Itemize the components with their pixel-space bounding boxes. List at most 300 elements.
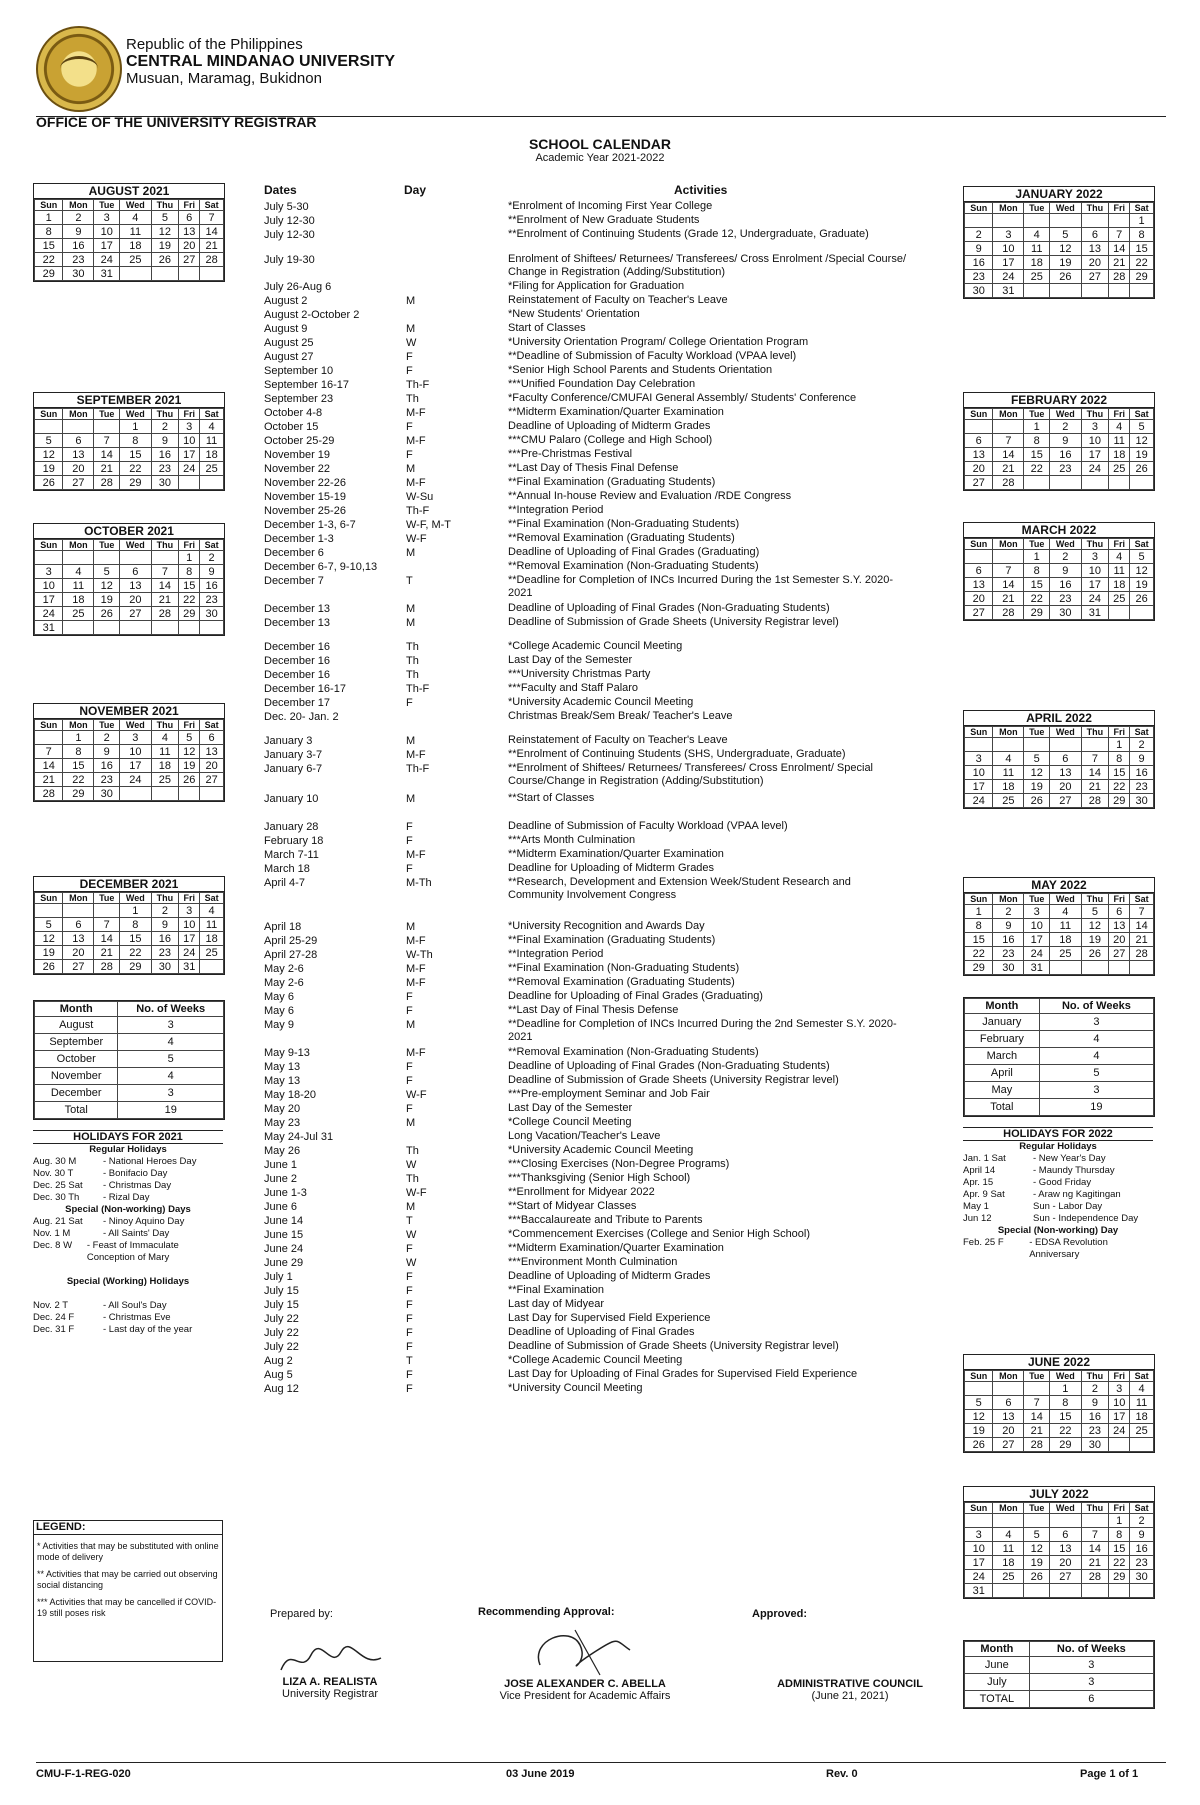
weekday-header: Sun <box>965 539 993 550</box>
calendar-day: 30 <box>1081 1438 1109 1452</box>
calendar-week <box>965 1528 1154 1542</box>
weeks-month: July <box>965 1674 1030 1691</box>
activity-row <box>264 476 904 490</box>
activity-day: M-F <box>406 749 426 761</box>
activity-day: W-F <box>406 533 427 545</box>
holiday-date: Dec. 25 Sat <box>33 1180 83 1191</box>
calendar-day: 22 <box>1109 780 1130 794</box>
calendar-day: 4 <box>1109 550 1130 564</box>
mini-calendar <box>963 877 1155 976</box>
calendar-day: 10 <box>1024 919 1050 933</box>
calendar-day: 17 <box>179 932 200 946</box>
activity-date: November 22 <box>264 463 331 475</box>
activity-date: May 13 <box>264 1075 301 1087</box>
calendar-day: 6 <box>1050 1528 1081 1542</box>
holiday-date: Dec. 24 F <box>33 1312 75 1323</box>
calendar-day: 28 <box>1024 1438 1050 1452</box>
weekday-header: Wed <box>120 409 151 420</box>
activity-row <box>264 876 904 901</box>
calendar-week <box>35 607 224 621</box>
weekday-header: Thu <box>151 200 179 211</box>
activity-description: **Enrollment for Midyear 2022 <box>508 1186 655 1198</box>
calendar-week <box>965 738 1154 752</box>
holiday-item <box>963 1213 1153 1225</box>
calendar-week <box>35 267 224 281</box>
activity-row <box>264 1354 904 1368</box>
activity-row <box>264 1368 904 1382</box>
activity-description: ***Pre-Christmas Festival <box>508 448 633 460</box>
weekday-header: Sun <box>35 540 63 551</box>
calendar-day: 25 <box>120 253 151 267</box>
calendar-day <box>1050 961 1081 975</box>
weeks-count: 4 <box>1039 1048 1153 1065</box>
weekday-header: Sun <box>965 894 993 905</box>
weeks-header-count: No. of Weeks <box>1029 1642 1153 1657</box>
weekday-header: Sun <box>965 727 993 738</box>
calendar-day: 14 <box>1130 919 1154 933</box>
calendar-day: 4 <box>1109 420 1130 434</box>
weeks-month: June <box>965 1657 1030 1674</box>
calendar-week <box>35 621 224 635</box>
calendar-day: 8 <box>1024 434 1050 448</box>
activity-row <box>264 602 904 616</box>
calendar-day: 21 <box>35 773 63 787</box>
calendar-month-title: MAY 2022 <box>964 878 1154 893</box>
activity-row <box>264 1130 904 1144</box>
calendar-day: 16 <box>993 933 1024 947</box>
calendar-day: 15 <box>965 933 993 947</box>
calendar-week <box>965 780 1154 794</box>
activity-row <box>264 1018 904 1043</box>
weeks-header-month: Month <box>35 1002 118 1017</box>
calendar-day: 28 <box>993 606 1024 620</box>
activity-row <box>264 1228 904 1242</box>
calendar-day: 23 <box>1081 1424 1109 1438</box>
calendar-day <box>1130 476 1154 490</box>
calendar-day: 13 <box>179 225 200 239</box>
calendar-day: 9 <box>200 565 224 579</box>
calendar-day: 23 <box>1130 780 1154 794</box>
activity-row <box>264 654 904 668</box>
weekday-header: Wed <box>1050 539 1081 550</box>
calendar-day <box>200 621 224 635</box>
calendar-day: 9 <box>1050 564 1081 578</box>
calendar-day: 18 <box>993 1556 1024 1570</box>
calendar-week <box>965 905 1154 919</box>
activity-date: May 24-Jul 31 <box>264 1131 334 1143</box>
calendar-week <box>965 1584 1154 1598</box>
holiday-name: - All Saints' Day <box>103 1228 170 1239</box>
activity-description: **Final Examination <box>508 1284 604 1296</box>
activity-day: F <box>406 821 413 833</box>
calendar-day <box>179 476 200 490</box>
calendar-day <box>1024 214 1050 228</box>
activity-row <box>264 990 904 1004</box>
weeks-table-second-semester <box>963 997 1155 1117</box>
special-nonworking-label: Special (Non-working) Days <box>65 1204 191 1215</box>
activity-description: ***University Christmas Party <box>508 668 651 680</box>
calendar-day: 1 <box>1024 550 1050 564</box>
weeks-row <box>965 1014 1154 1031</box>
weeks-count: 5 <box>118 1051 224 1068</box>
calendar-week <box>35 759 224 773</box>
calendar-day: 10 <box>965 766 993 780</box>
calendar-day: 1 <box>1050 1382 1081 1396</box>
calendar-day: 19 <box>1081 933 1109 947</box>
holiday-date: Dec. 8 W <box>33 1240 73 1251</box>
mini-calendar <box>963 1354 1155 1453</box>
calendar-day: 20 <box>179 239 200 253</box>
calendar-day: 15 <box>63 759 94 773</box>
calendar-day: 29 <box>965 961 993 975</box>
page-subtitle: Academic Year 2021-2022 <box>535 152 665 164</box>
calendar-day: 14 <box>1081 766 1109 780</box>
activity-day: W-F <box>406 1089 427 1101</box>
activity-date: December 17 <box>264 697 331 709</box>
calendar-day: 12 <box>1024 1542 1050 1556</box>
activity-day: Th-F <box>406 379 430 391</box>
holiday-item <box>33 1324 223 1336</box>
activity-row <box>264 762 904 787</box>
activity-day: W-Su <box>406 491 434 503</box>
holiday-name: Sun - Labor Day <box>1033 1201 1103 1212</box>
calendar-day: 12 <box>94 579 120 593</box>
calendar-week <box>965 1514 1154 1528</box>
activity-date: August 9 <box>264 323 308 335</box>
activity-row <box>264 1214 904 1228</box>
activity-row <box>264 1242 904 1256</box>
calendar-day: 15 <box>120 932 151 946</box>
calendar-day: 12 <box>179 745 200 759</box>
weekday-header: Mon <box>993 1503 1024 1514</box>
calendar-day: 8 <box>179 565 200 579</box>
activity-row <box>264 518 904 532</box>
calendar-day: 11 <box>1130 1396 1154 1410</box>
weekday-header: Thu <box>151 409 179 420</box>
holiday-item <box>963 1237 1153 1261</box>
activity-description: Deadline for Uploading of Final Grades (Graduating) <box>508 990 763 1002</box>
calendar-day: 2 <box>151 904 179 918</box>
weeks-month: TOTAL <box>965 1691 1030 1708</box>
activity-description: Reinstatement of Faculty on Teacher's Leave <box>508 294 728 306</box>
calendar-day: 30 <box>200 607 224 621</box>
activity-day: Th <box>406 1173 419 1185</box>
calendar-day: 20 <box>1050 1556 1081 1570</box>
activity-description: Deadline of Uploading of Final Grades <box>508 1326 695 1338</box>
activity-description: **Integration Period <box>508 504 604 516</box>
university-name: CENTRAL MINDANAO UNIVERSITY <box>126 53 396 70</box>
recommending-block <box>470 1678 700 1702</box>
activity-date: December 16 <box>264 669 331 681</box>
calendar-day: 30 <box>63 267 94 281</box>
weekday-header: Mon <box>993 409 1024 420</box>
calendar-week <box>35 593 224 607</box>
header-divider <box>36 116 1166 117</box>
calendar-day: 5 <box>1024 1528 1050 1542</box>
calendar-day: 13 <box>120 579 151 593</box>
weekday-header: Sun <box>965 409 993 420</box>
calendar-day: 21 <box>1109 256 1130 270</box>
activity-day: M-F <box>406 935 426 947</box>
activity-date: July 12-30 <box>264 229 315 241</box>
calendar-day <box>1081 476 1109 490</box>
calendar-day: 26 <box>151 253 179 267</box>
calendar-week <box>35 434 224 448</box>
calendar-day: 19 <box>35 462 63 476</box>
weekday-header: Sun <box>965 203 993 214</box>
special-working-label: Special (Working) Holidays <box>66 1276 190 1287</box>
mini-calendar <box>33 183 225 282</box>
calendar-week <box>965 448 1154 462</box>
activity-day: F <box>406 1341 413 1353</box>
calendar-day: 15 <box>1130 242 1154 256</box>
activity-date: August 2-October 2 <box>264 309 360 321</box>
activity-date: May 20 <box>264 1103 301 1115</box>
calendar-day: 18 <box>1050 933 1081 947</box>
activity-day: Th-F <box>406 505 430 517</box>
weeks-count: 3 <box>1039 1082 1153 1099</box>
holiday-name: - Christmas Day <box>103 1180 172 1191</box>
activity-day: M-F <box>406 977 426 989</box>
calendar-week <box>965 434 1154 448</box>
registrar-title: University Registrar <box>282 1688 378 1700</box>
calendar-day: 29 <box>1109 794 1130 808</box>
calendar-day: 7 <box>94 434 120 448</box>
calendar-day: 1 <box>1024 420 1050 434</box>
calendar-day: 9 <box>63 225 94 239</box>
activity-row <box>264 200 904 214</box>
calendar-day <box>965 1382 993 1396</box>
activity-description: **Removal Examination (Non-Graduating Students) <box>508 560 759 572</box>
calendar-day: 27 <box>1081 270 1109 284</box>
activity-description: **Final Examination (Graduating Students) <box>508 476 716 488</box>
activity-description: *University Academic Council Meeting <box>508 1144 694 1156</box>
calendar-day: 14 <box>1024 1410 1050 1424</box>
activity-description: Last day of Midyear <box>508 1298 604 1310</box>
calendar-day: 27 <box>965 606 993 620</box>
calendar-day: 20 <box>965 592 993 606</box>
calendar-day: 7 <box>993 434 1024 448</box>
calendar-day: 27 <box>1050 794 1081 808</box>
calendar-day: 17 <box>1081 448 1109 462</box>
weeks-header-month: Month <box>965 1642 1030 1657</box>
activity-date: December 6-7, 9-10,13 <box>264 561 378 573</box>
calendar-week <box>35 946 224 960</box>
calendar-day: 28 <box>1109 270 1130 284</box>
calendar-day <box>1109 961 1130 975</box>
calendar-day <box>1130 961 1154 975</box>
activity-description: **Deadline for Completion of INCs Incurred During the 2nd Semester S.Y. 2020-2021 <box>508 1018 897 1043</box>
calendar-day: 20 <box>993 1424 1024 1438</box>
calendar-day: 2 <box>151 420 179 434</box>
calendar-day <box>993 1382 1024 1396</box>
activity-description: *College Council Meeting <box>508 1116 632 1128</box>
activity-row <box>264 378 904 392</box>
university-address: Musuan, Maramag, Bukidnon <box>126 70 322 87</box>
calendar-day: 24 <box>965 1570 993 1584</box>
calendar-day: 21 <box>94 946 120 960</box>
calendar-day <box>1081 1584 1109 1598</box>
calendar-day: 23 <box>151 462 179 476</box>
activity-row <box>264 462 904 476</box>
calendar-day: 18 <box>200 932 224 946</box>
calendar-day: 17 <box>1024 933 1050 947</box>
activity-description: **Integration Period <box>508 948 604 960</box>
calendar-day <box>1130 284 1154 298</box>
calendar-day: 20 <box>120 593 151 607</box>
calendar-day: 14 <box>94 448 120 462</box>
activity-date: July 22 <box>264 1327 299 1339</box>
legend-double-asterisk: ** Activities that may be carried out observing social distancing <box>37 1569 218 1590</box>
weekday-header: Wed <box>1050 409 1081 420</box>
calendar-week <box>965 1556 1154 1570</box>
activity-row <box>264 1382 904 1396</box>
calendar-day: 2 <box>965 228 993 242</box>
calendar-day: 29 <box>1050 1438 1081 1452</box>
weekday-header: Tue <box>1024 409 1050 420</box>
holiday-name: - Araw ng Kagitingan <box>1033 1189 1121 1200</box>
activity-date: December 7 <box>264 575 324 587</box>
calendar-day: 2 <box>94 731 120 745</box>
weekday-header: Fri <box>1109 1371 1130 1382</box>
calendar-day: 20 <box>63 946 94 960</box>
calendar-day: 31 <box>1081 606 1109 620</box>
calendar-day: 15 <box>1109 1542 1130 1556</box>
weekday-header: Fri <box>179 200 200 211</box>
calendar-day <box>35 731 63 745</box>
activity-date: December 1-3 <box>264 533 334 545</box>
weeks-count: 3 <box>1029 1657 1153 1674</box>
calendar-day <box>63 621 94 635</box>
activity-date: February 18 <box>264 835 324 847</box>
holiday-name: Sun - Independence Day <box>1033 1213 1139 1224</box>
weekday-header: Sat <box>200 540 224 551</box>
calendar-day: 26 <box>35 476 63 490</box>
activity-description: **Start of Classes <box>508 792 595 804</box>
calendar-day: 27 <box>179 253 200 267</box>
calendar-week <box>35 918 224 932</box>
weeks-month: Total <box>965 1099 1040 1116</box>
weeks-row <box>35 1051 224 1068</box>
weekday-header: Fri <box>1109 409 1130 420</box>
calendar-day: 1 <box>965 905 993 919</box>
activity-date: April 4-7 <box>264 877 305 889</box>
activity-day: M <box>406 1117 416 1129</box>
activity-description: Last Day for Uploading of Final Grades for Supervised Field Experience <box>508 1368 858 1380</box>
activity-row <box>264 1270 904 1284</box>
calendar-day: 6 <box>200 731 224 745</box>
activity-date: July 15 <box>264 1285 299 1297</box>
weeks-row <box>965 1065 1154 1082</box>
calendar-day: 26 <box>35 960 63 974</box>
activity-day: W <box>406 337 417 349</box>
calendar-day: 12 <box>1130 564 1154 578</box>
activity-day: F <box>406 1327 413 1339</box>
calendar-day: 13 <box>63 448 94 462</box>
weeks-row <box>965 1674 1154 1691</box>
calendar-week <box>965 1542 1154 1556</box>
calendar-day: 26 <box>179 773 200 787</box>
calendar-day <box>965 1514 993 1528</box>
calendar-day: 3 <box>993 228 1024 242</box>
activity-row <box>264 734 904 748</box>
activity-date: May 23 <box>264 1117 301 1129</box>
holiday-name: - Rizal Day <box>103 1192 150 1203</box>
activity-day: F <box>406 1383 413 1395</box>
calendar-day: 9 <box>993 919 1024 933</box>
activity-day: W <box>406 1257 417 1269</box>
weekday-header: Tue <box>94 720 120 731</box>
calendar-day: 29 <box>179 607 200 621</box>
form-revision: Rev. 0 <box>826 1768 858 1780</box>
activities-column-header: Activities <box>674 183 728 197</box>
activity-row <box>264 1158 904 1172</box>
holiday-item <box>963 1189 1153 1201</box>
calendar-day: 6 <box>1050 752 1081 766</box>
calendar-week <box>35 551 224 565</box>
activity-date: May 18-20 <box>264 1089 316 1101</box>
calendar-day: 30 <box>94 787 120 801</box>
activity-date: January 3 <box>264 735 313 747</box>
calendar-day: 1 <box>1109 1514 1130 1528</box>
calendar-week <box>35 211 224 225</box>
calendar-day: 10 <box>179 434 200 448</box>
weekday-header: Wed <box>120 720 151 731</box>
calendar-week <box>35 932 224 946</box>
calendar-day: 29 <box>1130 270 1154 284</box>
university-seal-icon <box>36 26 122 112</box>
weekday-header: Wed <box>120 540 151 551</box>
calendar-week <box>965 242 1154 256</box>
weekday-header: Fri <box>1109 727 1130 738</box>
calendar-day <box>965 550 993 564</box>
weeks-count: 4 <box>1039 1031 1153 1048</box>
weeks-header-month: Month <box>965 999 1040 1014</box>
activity-description: *Filing for Application for Graduation <box>508 280 685 292</box>
weeks-row <box>965 1691 1154 1708</box>
activity-row <box>264 214 904 228</box>
activity-date: June 24 <box>264 1243 304 1255</box>
calendar-day: 20 <box>1109 933 1130 947</box>
activity-description: ***Pre-employment Seminar and Job Fair <box>508 1088 710 1100</box>
activity-description: ***Closing Exercises (Non-Degree Programs) <box>508 1158 730 1170</box>
activity-description: **Annual In-house Review and Evaluation /RDE Congress <box>508 490 792 502</box>
holiday-date: Dec. 30 Th <box>33 1192 80 1203</box>
calendar-day: 12 <box>151 225 179 239</box>
activity-description: Deadline of Submission of Faculty Workload (VPAA level) <box>508 820 788 832</box>
calendar-day: 4 <box>200 904 224 918</box>
weekday-header: Wed <box>1050 1503 1081 1514</box>
calendar-week <box>965 933 1154 947</box>
calendar-day: 10 <box>35 579 63 593</box>
calendar-day: 21 <box>993 592 1024 606</box>
activity-day: F <box>406 1299 413 1311</box>
calendar-day: 27 <box>1109 947 1130 961</box>
calendar-month-title: OCTOBER 2021 <box>34 524 224 539</box>
calendar-day <box>35 420 63 434</box>
activity-description: Deadline of Uploading of Final Grades (Graduating) <box>508 546 760 558</box>
weekday-header: Sat <box>1130 409 1154 420</box>
calendar-week <box>35 420 224 434</box>
activity-row <box>264 1116 904 1130</box>
calendar-week <box>965 1396 1154 1410</box>
activity-date: November 22-26 <box>264 477 346 489</box>
calendar-day <box>965 738 993 752</box>
activity-date: May 2-6 <box>264 977 304 989</box>
calendar-day: 12 <box>1050 242 1081 256</box>
calendar-day: 5 <box>965 1396 993 1410</box>
calendar-day: 11 <box>151 745 179 759</box>
